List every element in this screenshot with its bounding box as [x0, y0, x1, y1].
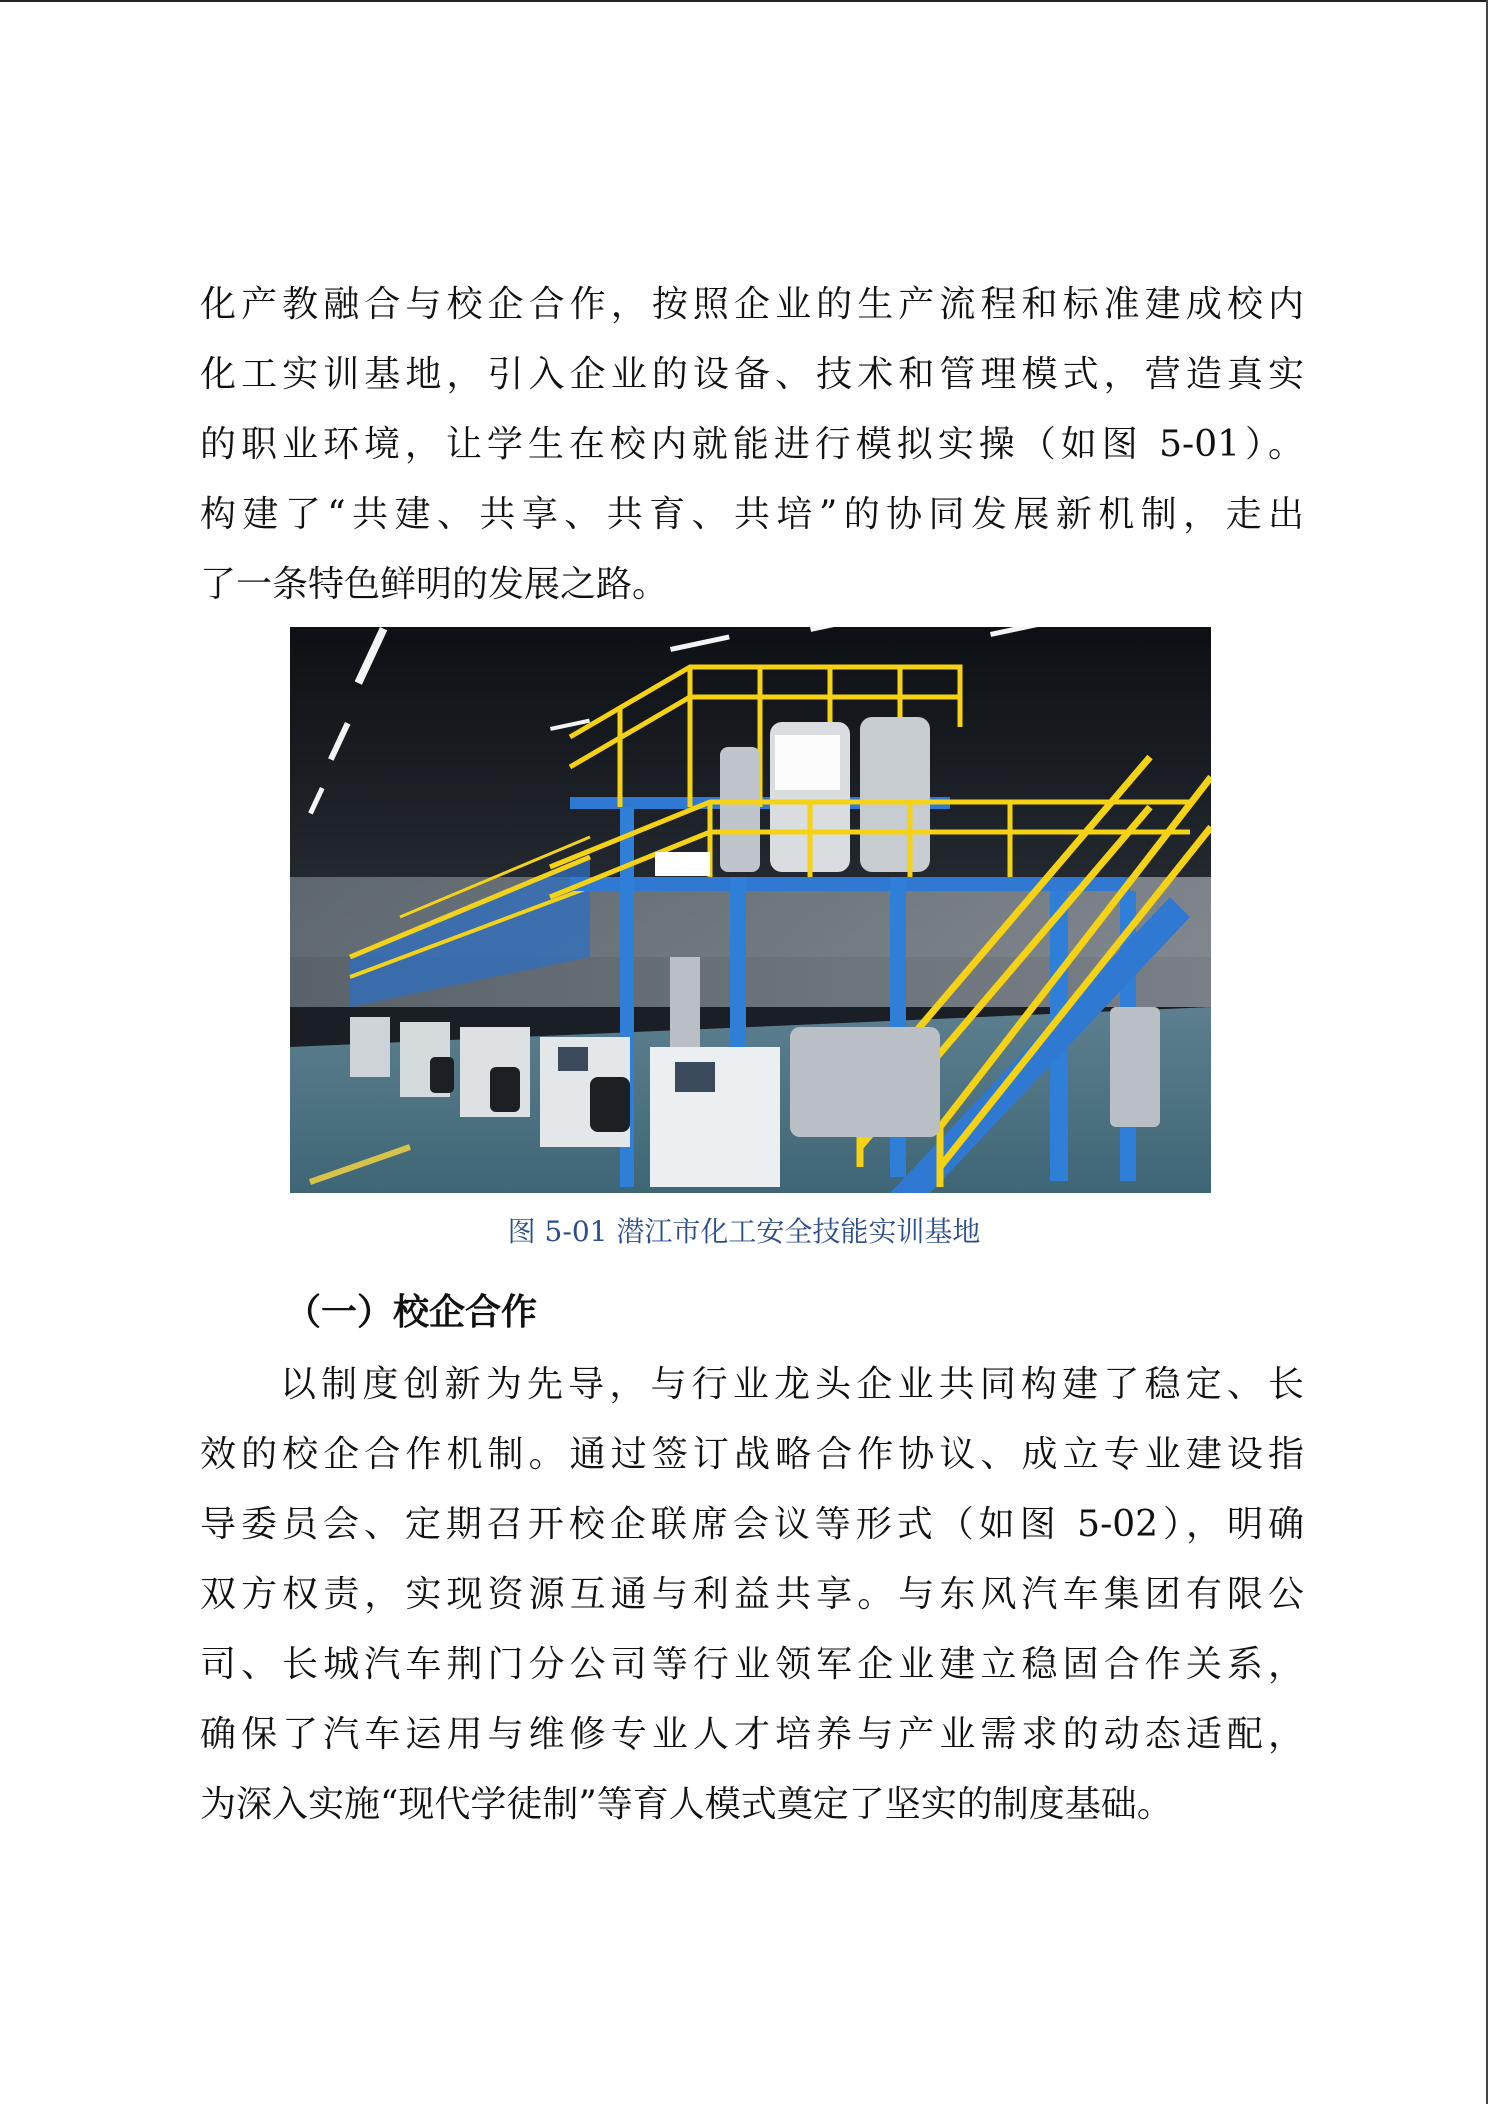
section-heading: （一）校企合作	[285, 1292, 538, 1333]
text-line: 司、长城汽车荆门分公司等行业领军企业建立稳固合作关系，	[200, 1644, 1304, 1685]
text-line: 化产教融合与校企合作，按照企业的生产流程和标准建成校内	[200, 284, 1304, 325]
text-line: 化工实训基地，引入企业的设备、技术和管理模式，营造真实	[200, 354, 1304, 395]
training-base-photo	[290, 627, 1211, 1193]
text-line: 效的校企合作机制。通过签订战略合作协议、成立专业建设指	[200, 1434, 1304, 1475]
figure-caption: 图 5-01 潜江市化工安全技能实训基地	[507, 1215, 981, 1248]
text-line: 构建了“共建、共享、共育、共培”的协同发展新机制，走出	[200, 494, 1304, 535]
body-paragraph-1	[200, 270, 1304, 620]
text-line: 确保了汽车运用与维修专业人才培养与产业需求的动态适配，	[200, 1714, 1304, 1755]
text-line: 的职业环境，让学生在校内就能进行模拟实操（如图 5-01）。	[200, 424, 1304, 465]
page-border-top	[0, 0, 1488, 2]
text-line: 导委员会、定期召开校企联席会议等形式（如图 5-02），明确	[200, 1504, 1304, 1545]
body-paragraph-2	[200, 1350, 1304, 1840]
text-line: 双方权责，实现资源互通与利益共享。与东风汽车集团有限公	[200, 1574, 1304, 1615]
text-line: 为深入实施“现代学徒制”等育人模式奠定了坚实的制度基础。	[200, 1784, 1173, 1825]
text-line: 了一条特色鲜明的发展之路。	[200, 564, 669, 605]
text-line: 以制度创新为先导，与行业龙头企业共同构建了稳定、长	[280, 1364, 1304, 1405]
